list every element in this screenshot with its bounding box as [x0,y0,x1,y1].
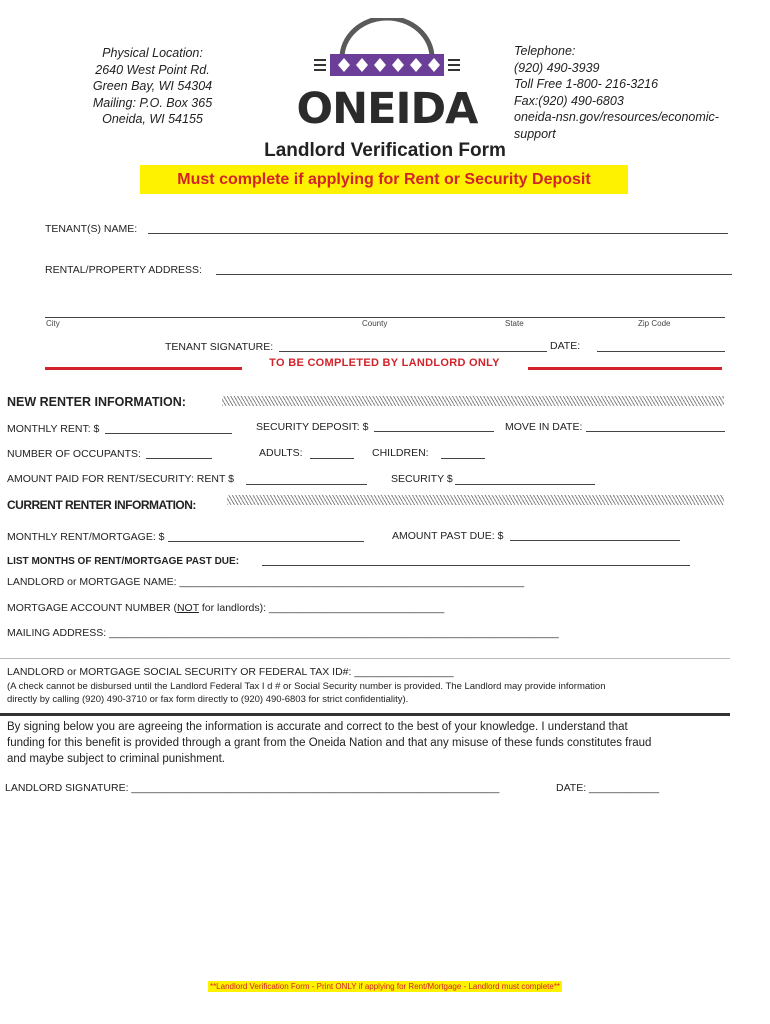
amount-paid-label: AMOUNT PAID FOR RENT/SECURITY: RENT $ [7,473,234,485]
list-months-label: LIST MONTHS OF RENT/MORTGAGE PAST DUE: [7,556,240,567]
amount-paid-security-field[interactable] [455,484,595,485]
rental-address-label: RENTAL/PROPERTY ADDRESS: [45,264,202,276]
amount-paid-rent-field[interactable] [246,484,367,485]
tenant-signature-field[interactable] [279,351,547,352]
contact-line: (920) 490-3939 [514,60,600,75]
contact-line: Toll Free 1-800- 216-3216 [514,77,659,91]
tax-id-field[interactable]: LANDLORD or MORTGAGE SOCIAL SECURITY OR FEDERAL TAX ID#: _________________ [7,666,454,678]
occupants-label: NUMBER OF OCCUPANTS: [7,448,141,460]
tenant-date-field[interactable] [597,351,725,352]
agreement-line: By signing below you are agreeing the information is accurate and correct to the best of your knowledge. I understand that [7,721,628,733]
tenant-date-label: DATE: [550,340,581,352]
requirement-banner-text: Must complete if applying for Rent or Security Deposit [177,171,591,188]
security-deposit-field[interactable] [374,431,494,432]
tax-id-note-line1: (A check cannot be disbursed until the Landlord Federal Tax I d # or Social Security number is provided. The Landlord may provide information [7,681,606,692]
agreement-text [7,719,727,767]
account-label-pre: MORTGAGE ACCOUNT NUMBER ( [7,602,177,614]
contact-line: Telephone: [514,44,576,58]
monthly-rent-label: MONTHLY RENT: $ [7,423,100,435]
footer-note [0,976,770,994]
zip-caption: Zip Code [638,319,671,328]
red-divider-left [45,367,242,370]
monthly-rent-mortgage-field[interactable] [168,541,364,542]
county-caption: County [362,319,388,328]
address-line: Mailing: P.O. Box 365 [92,95,213,110]
move-in-date-label: MOVE IN DATE: [505,421,583,433]
amount-past-due-field[interactable] [510,540,680,541]
red-divider-right [528,367,722,370]
heading-hatch [222,396,724,406]
contact-line: Fax:(920) 490-6803 [514,93,624,108]
mailing-address[interactable]: MAILING ADDRESS: _____________________________________________________________________________ [7,627,559,639]
security-deposit-label: SECURITY DEPOSIT: $ [256,421,369,433]
city-caption: City [46,319,60,328]
requirement-banner [140,165,628,194]
footer-note-text: **Landlord Verification Form - Print ONLY if applying for Rent/Mortgage - Landlord must complete** [209,982,561,991]
adults-field[interactable] [310,458,354,459]
state-caption: State [505,319,524,328]
tax-id-note-line2: directly by calling (920) 490-3710 or fax form directly to (920) 490-6803 for strict confidentiality). [7,694,409,705]
mortgage-account-number[interactable] [7,602,444,614]
oneida-emblem-icon [292,18,482,88]
oneida-logo [292,18,482,138]
monthly-rent-mortgage-label: MONTHLY RENT/MORTGAGE: $ [7,531,165,543]
move-in-date-field[interactable] [586,431,725,432]
address-line: Green Bay, WI 54304 [92,79,213,93]
amount-past-due-label: AMOUNT PAST DUE: $ [392,530,504,542]
address-line: Oneida, WI 54155 [102,112,203,126]
landlord-signature-field[interactable]: LANDLORD SIGNATURE: _______________________________________________________________ [5,782,500,794]
monthly-rent-field[interactable] [105,433,232,434]
new-renter-heading: NEW RENTER INFORMATION: [7,395,186,409]
city-county-state-zip-field[interactable] [45,317,725,318]
tenant-signature-label: TENANT SIGNATURE: [165,341,274,353]
current-renter-heading: CURRENT RENTER INFORMATION: [7,498,196,512]
children-label: CHILDREN: [372,447,429,459]
contact-block [514,43,754,142]
list-months-field[interactable] [262,565,690,566]
tenant-name-field[interactable] [148,233,728,234]
adults-label: ADULTS: [259,447,303,459]
security-label: SECURITY $ [391,473,453,485]
landlord-mortgage-name[interactable]: LANDLORD or MORTGAGE NAME: ___________________________________________________________ [7,576,525,588]
landlord-date-field[interactable]: DATE: ____________ [556,782,660,794]
account-label-post: for landlords): ______________________________ [198,602,445,614]
rental-address-field[interactable] [216,274,732,275]
agreement-line: funding for this benefit is provided through a grant from the Oneida Nation and that any misuse of these funds constitutes fraud [7,737,652,749]
form-title: Landlord Verification Form [264,140,506,161]
address-line: 2640 West Point Rd. [95,62,210,77]
physical-location-block [70,45,235,128]
occupants-field[interactable] [146,458,212,459]
address-line: Physical Location: [102,46,203,60]
children-field[interactable] [441,458,485,459]
contact-line: oneida-nsn.gov/resources/economic- [514,110,719,124]
contact-line: support [514,126,556,141]
agreement-line: and maybe subject to criminal punishment. [7,753,225,765]
tenant-name-label: TENANT(S) NAME: [45,223,138,235]
landlord-only-label: TO BE COMPLETED BY LANDLORD ONLY [269,357,500,369]
account-label-not: NOT [176,602,199,614]
logo-text: ONEIDA [296,84,478,134]
heading-hatch [227,495,724,505]
